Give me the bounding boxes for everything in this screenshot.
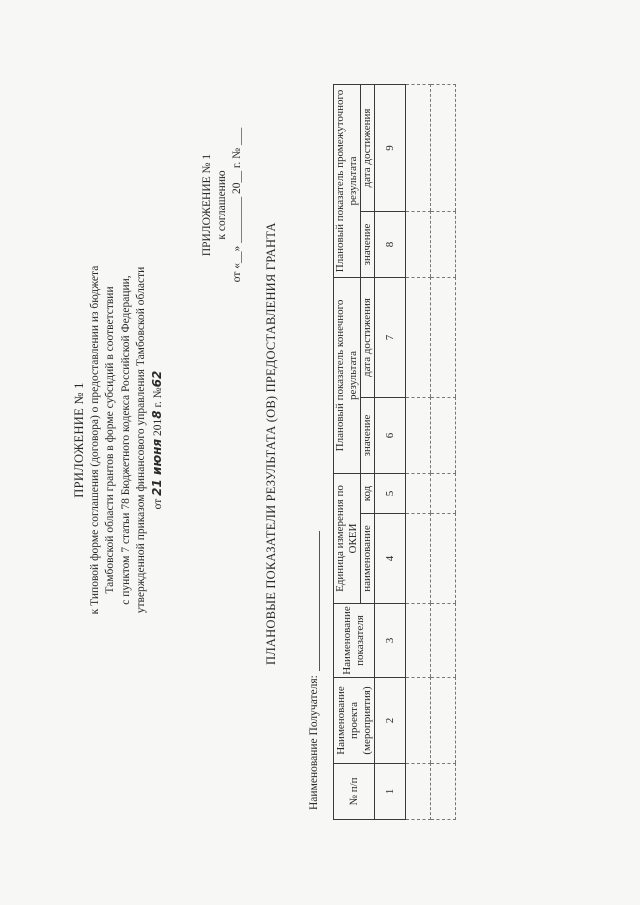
empty-cell bbox=[406, 514, 431, 604]
col-number-9: 9 bbox=[375, 84, 406, 211]
table-header-row-1 bbox=[334, 84, 361, 819]
col-final-date-header: дата достижения bbox=[361, 277, 375, 397]
indicators-table bbox=[333, 84, 456, 820]
empty-cell bbox=[406, 604, 431, 678]
col-number-6: 6 bbox=[375, 398, 406, 474]
order-number-handwritten: 62 bbox=[149, 370, 164, 388]
empty-cell bbox=[431, 604, 456, 678]
recipient-field bbox=[308, 531, 320, 810]
col-project-header: Наименование проекта (мероприятия) bbox=[334, 678, 375, 764]
header-line-4: утвержденной приказом финансового управления Тамбовской области bbox=[135, 266, 147, 614]
empty-cell bbox=[431, 84, 456, 211]
empty-cell bbox=[406, 277, 431, 397]
col-final-header: Плановый показатель конечного результата bbox=[334, 277, 361, 473]
document-title: ПЛАНОВЫЕ ПОКАЗАТЕЛИ РЕЗУЛЬТАТА (ОВ) ПРЕДОСТАВЛЕНИЯ ГРАНТА bbox=[264, 222, 278, 665]
empty-cell bbox=[431, 211, 456, 277]
order-year-suffix: г. № bbox=[151, 387, 164, 408]
header-line-2: Тамбовской области грантов в форме субсидий в соответствии bbox=[104, 286, 116, 594]
col-number-1: 1 bbox=[375, 764, 406, 820]
header-block bbox=[72, 135, 166, 745]
table-empty-row bbox=[431, 84, 456, 819]
empty-cell bbox=[406, 84, 431, 211]
header-title: ПРИЛОЖЕНИЕ № 1 bbox=[72, 382, 86, 498]
order-prefix: от bbox=[151, 498, 164, 510]
annex-block bbox=[200, 85, 245, 325]
col-number-8: 8 bbox=[375, 211, 406, 277]
col-interim-value-header: значение bbox=[361, 211, 375, 277]
col-indicator-header: Наименование показателя bbox=[334, 604, 375, 678]
empty-cell bbox=[431, 514, 456, 604]
col-number-3: 3 bbox=[375, 604, 406, 678]
empty-cell bbox=[406, 211, 431, 277]
annex-date-line: от «__» ________ 20__ г. № ___ bbox=[231, 127, 243, 283]
order-date-handwritten: 21 июня bbox=[149, 438, 164, 496]
col-number-7: 7 bbox=[375, 277, 406, 397]
empty-cell bbox=[406, 474, 431, 514]
annex-line: к соглашению bbox=[216, 170, 228, 240]
recipient-blank-line bbox=[319, 531, 320, 671]
header-order-line bbox=[150, 135, 167, 745]
col-number-5: 5 bbox=[375, 474, 406, 514]
empty-cell bbox=[431, 474, 456, 514]
col-number-4: 4 bbox=[375, 514, 406, 604]
col-final-value-header: значение bbox=[361, 398, 375, 474]
recipient-label: Наименование Получателя: bbox=[308, 675, 320, 810]
annex-title: ПРИЛОЖЕНИЕ № 1 bbox=[201, 153, 213, 257]
table-number-row bbox=[375, 84, 406, 819]
col-num-header: № п/п bbox=[334, 764, 375, 820]
header-line-3: с пунктом 7 статьи 78 Бюджетного кодекса Российской Федерации, bbox=[119, 275, 132, 605]
empty-cell bbox=[431, 764, 456, 820]
col-unit-code-header: код bbox=[361, 474, 375, 514]
header-line-1: к Типовой форме соглашения (договора) о предоставлении из бюджета bbox=[88, 265, 101, 615]
col-number-2: 2 bbox=[375, 678, 406, 764]
empty-cell bbox=[431, 678, 456, 764]
order-year-prefix: 201 bbox=[151, 418, 164, 437]
col-unit-name-header: наименование bbox=[361, 514, 375, 604]
empty-cell bbox=[406, 398, 431, 474]
col-unit-header: Единица измерения по ОКЕИ bbox=[334, 474, 361, 604]
empty-cell bbox=[406, 764, 431, 820]
empty-cell bbox=[431, 277, 456, 397]
empty-cell bbox=[406, 678, 431, 764]
table-empty-row bbox=[406, 84, 431, 819]
col-interim-header: Плановый показатель промежуточного результата bbox=[334, 84, 361, 277]
col-interim-date-header: дата достижения bbox=[361, 84, 375, 211]
empty-cell bbox=[431, 398, 456, 474]
order-year-digit: 8 bbox=[149, 410, 164, 419]
